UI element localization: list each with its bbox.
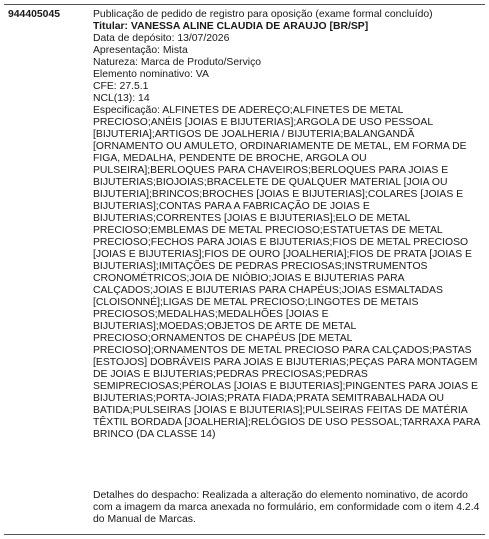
publication-entry [93, 9, 483, 441]
nominative-element: Elemento nominativo: VA [93, 69, 209, 80]
process-number: 944405045 [8, 9, 61, 20]
dispatch-details: Detalhes do despacho: Realizada a alteração do elemento nominativo, de acordo com a imagem da marca anexada no formulário, em conformidade com o item 4.2.4 do Manual de Marcas. [93, 490, 480, 525]
titular: Titular: VANESSA ALINE CLAUDIA DE ARAUJO [BR/SP] [93, 21, 369, 32]
publication-type: Publicação de pedido de registro para oposição (exame formal concluído) [93, 9, 433, 20]
top-divider [4, 4, 485, 5]
ncl-class: NCL(13): 14 [93, 93, 150, 104]
specification: Especificação: ALFINETES DE ADEREÇO;ALFINETES DE METAL PRECIOSO;ANÉIS [JOIAS E BIJUTERIAS];ARGOLA DE USO PESSOAL [BIJUTERIA];ARTIGOS DE JOALHERIA / BIJUTERIA;BALANGANDÃ [ORNAMENTO OU AMULETO, ORDINARIAMENTE DE METAL, EM FORMA DE FIGA, MEDALHA, PENDENTE DE BROCHE, ARGOLA OU PULSEIRA];BERLOQUES PARA CHAVEIROS;BERLOQUES PARA JOIAS E BIJUTERIAS;BIOJOIAS;BRACELETE DE QUALQUER MATERIAL [JOIA OU BIJUTERIA];BRINCOS;BROCHES [JOIAS E BIJUTERIAS];COLARES [JOIAS E BIJUTERIAS];CONTAS PARA A FABRICAÇÃO DE JOIAS E BIJUTERIAS;CORRENTES [JOIAS E BIJUTERIAS];ELO DE METAL PRECIOSO;EMBLEMAS DE METAL PRECIOSO;ESTATUETAS DE METAL PRECIOSO;FECHOS PARA JOIAS E BIJUTERIAS;FIOS DE METAL PRECIOSO [JOIAS E BIJUTERIAS];FIOS DE OURO [JOALHERIA];FIOS DE PRATA [JOIAS E BIJUTERIAS];IMITAÇÕES DE PEDRAS PRECIOSAS;INSTRUMENTOS CRONOMÉTRICOS;JOIA DE NIÓBIO;JOIAS E BIJUTERIAS PARA CALÇADOS;JOIAS E BIJUTERIAS PARA CHAPÉUS;JOIAS ESMALTADAS [CLOISONNÉ];LIGAS DE METAL PRECIOSO;LINGOTES DE METAIS PRECIOSOS;MEDALHAS;MEDALHÕES [JOIAS E BIJUTERIAS];MOEDAS;OBJETOS DE ARTE DE METAL PRECIOSO;ORNAMENTOS DE CHAPÉUS [DE METAL PRECIOSO];ORNAMENTOS DE METAL PRECIOSO PARA CALÇADOS;PASTAS [ESTOJOS] DOBRÁVEIS PARA JOIAS E BIJUTERIAS;PEÇAS PARA MONTAGEM DE JOIAS E BIJUTERIAS;PEDRAS PRECIOSAS;PEDRAS SEMIPRECIOSAS;PÉROLAS [JOIAS E BIJUTERIAS];PINGENTES PARA JOIAS E BIJUTERIAS;PORTA-JOIAS;PRATA FIADA;PRATA SEMITRABALHADA OU BATIDA;PULSEIRAS [JOIAS E BIJUTERIAS];PULSEIRAS FEITAS DE MATÉRIA TÊXTIL BORDADA [JOALHERIA];RELÓGIOS DE USO PESSOAL;TARRAXA PARA BRINCO (DA CLASSE 14) [93, 105, 480, 440]
bottom-divider [4, 534, 485, 535]
cfe-code: CFE: 27.5.1 [93, 81, 149, 92]
presentation: Apresentação: Mista [93, 45, 188, 56]
deposit-date: Data de depósito: 13/07/2026 [93, 33, 230, 44]
nature: Natureza: Marca de Produto/Serviço [93, 57, 262, 68]
